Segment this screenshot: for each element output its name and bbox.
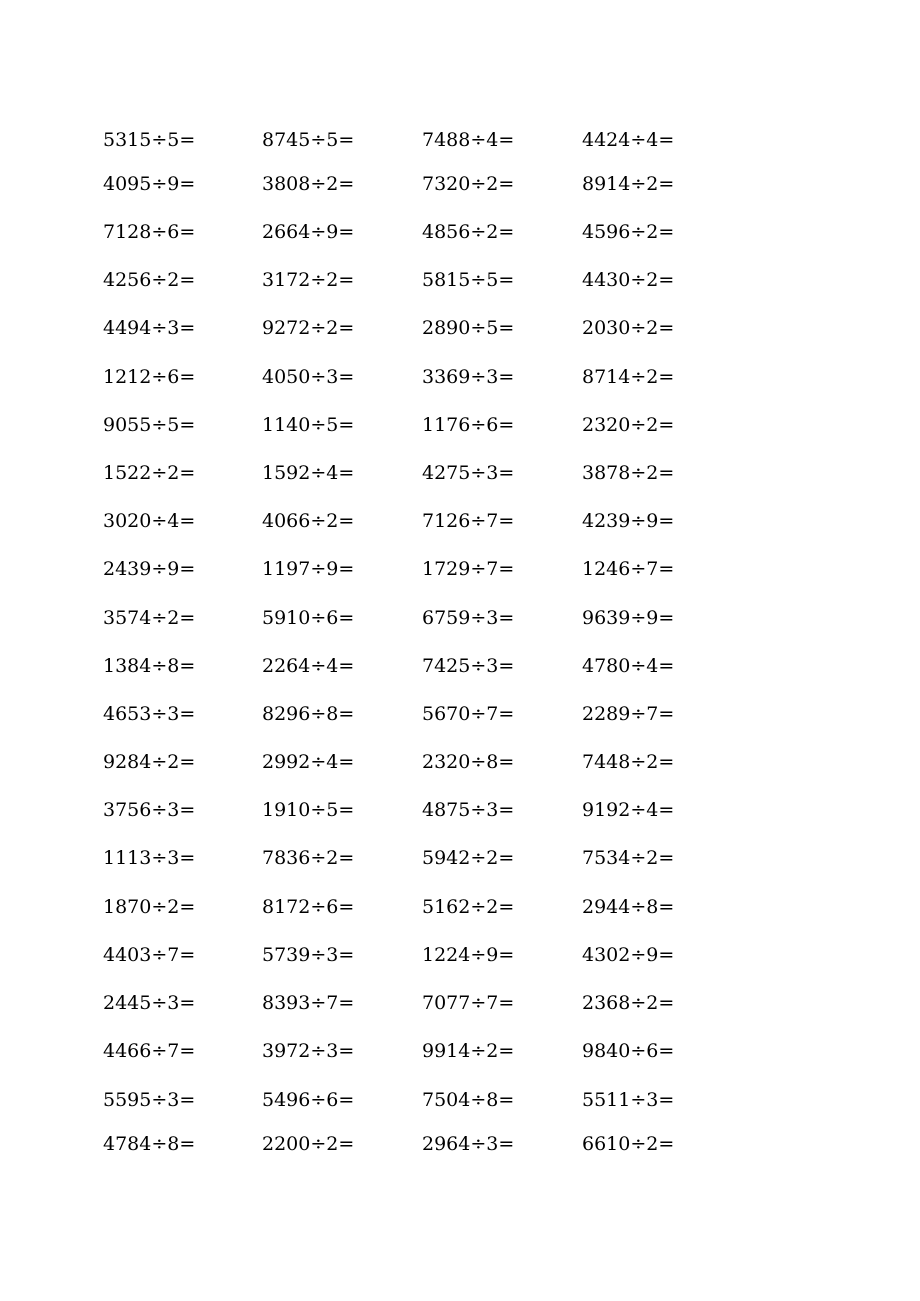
division-problem: 4466÷7= bbox=[103, 1040, 196, 1062]
problem-row bbox=[0, 554, 920, 584]
problem-row bbox=[0, 458, 920, 488]
division-problem: 4095÷9= bbox=[103, 173, 196, 195]
division-problem: 2992÷4= bbox=[262, 751, 355, 773]
problem-row bbox=[0, 747, 920, 777]
division-problem: 7126÷7= bbox=[422, 510, 515, 532]
division-problem: 7425÷3= bbox=[422, 655, 515, 677]
division-problem: 5910÷6= bbox=[262, 607, 355, 629]
division-problem: 2289÷7= bbox=[582, 703, 675, 725]
division-problem: 7836÷2= bbox=[262, 847, 355, 869]
division-problem: 7320÷2= bbox=[422, 173, 515, 195]
problem-row bbox=[0, 651, 920, 681]
division-problem: 4066÷2= bbox=[262, 510, 355, 532]
division-problem: 1246÷7= bbox=[582, 558, 675, 580]
division-problem: 2030÷2= bbox=[582, 317, 675, 339]
division-problem: 8172÷6= bbox=[262, 896, 355, 918]
division-problem: 9272÷2= bbox=[262, 317, 355, 339]
division-problem: 6759÷3= bbox=[422, 607, 515, 629]
division-problem: 4050÷3= bbox=[262, 366, 355, 388]
division-problem: 2264÷4= bbox=[262, 655, 355, 677]
problem-row bbox=[0, 313, 920, 343]
division-problem: 5942÷2= bbox=[422, 847, 515, 869]
division-problem: 2200÷2= bbox=[262, 1133, 355, 1155]
division-problem: 8296÷8= bbox=[262, 703, 355, 725]
problem-row bbox=[0, 506, 920, 536]
division-problem: 2890÷5= bbox=[422, 317, 515, 339]
division-problem: 1140÷5= bbox=[262, 414, 355, 436]
division-problem: 4403÷7= bbox=[103, 944, 196, 966]
division-problem: 4275÷3= bbox=[422, 462, 515, 484]
division-problem: 1910÷5= bbox=[262, 799, 355, 821]
division-problem: 1729÷7= bbox=[422, 558, 515, 580]
division-problem: 1522÷2= bbox=[103, 462, 196, 484]
division-problem: 9192÷4= bbox=[582, 799, 675, 821]
problem-row bbox=[0, 603, 920, 633]
division-problem: 3808÷2= bbox=[262, 173, 355, 195]
division-problem: 2368÷2= bbox=[582, 992, 675, 1014]
division-problem: 5815÷5= bbox=[422, 269, 515, 291]
division-problem: 4875÷3= bbox=[422, 799, 515, 821]
division-problem: 4256÷2= bbox=[103, 269, 196, 291]
division-problem: 5595÷3= bbox=[103, 1089, 196, 1111]
problem-row bbox=[0, 217, 920, 247]
problem-row bbox=[0, 988, 920, 1018]
division-problem: 1113÷3= bbox=[103, 847, 196, 869]
problem-row bbox=[0, 795, 920, 825]
problem-row bbox=[0, 892, 920, 922]
division-problem: 2944÷8= bbox=[582, 896, 675, 918]
problem-row bbox=[0, 410, 920, 440]
division-problem: 5739÷3= bbox=[262, 944, 355, 966]
problem-row bbox=[0, 1036, 920, 1066]
division-problem: 2320÷2= bbox=[582, 414, 675, 436]
division-problem: 1197÷9= bbox=[262, 558, 355, 580]
division-problem: 9840÷6= bbox=[582, 1040, 675, 1062]
division-problem: 7448÷2= bbox=[582, 751, 675, 773]
problem-row bbox=[0, 169, 920, 199]
division-problem: 4430÷2= bbox=[582, 269, 675, 291]
division-problem: 4494÷3= bbox=[103, 317, 196, 339]
problem-row bbox=[0, 362, 920, 392]
division-problem: 8914÷2= bbox=[582, 173, 675, 195]
problem-row bbox=[0, 125, 920, 155]
division-problem: 8393÷7= bbox=[262, 992, 355, 1014]
division-problem: 2439÷9= bbox=[103, 558, 196, 580]
division-problem: 5511÷3= bbox=[582, 1089, 675, 1111]
division-problem: 9055÷5= bbox=[103, 414, 196, 436]
division-problem: 3369÷3= bbox=[422, 366, 515, 388]
division-problem: 3878÷2= bbox=[582, 462, 675, 484]
problem-row bbox=[0, 1129, 920, 1159]
division-problem: 9914÷2= bbox=[422, 1040, 515, 1062]
division-problem: 1870÷2= bbox=[103, 896, 196, 918]
division-problem: 4239÷9= bbox=[582, 510, 675, 532]
division-problem: 8745÷5= bbox=[262, 129, 355, 151]
division-problem: 3756÷3= bbox=[103, 799, 196, 821]
division-problem: 2320÷8= bbox=[422, 751, 515, 773]
division-problem: 5496÷6= bbox=[262, 1089, 355, 1111]
division-problem: 4856÷2= bbox=[422, 221, 515, 243]
division-problem: 5162÷2= bbox=[422, 896, 515, 918]
division-problem: 5670÷7= bbox=[422, 703, 515, 725]
division-problem: 7504÷8= bbox=[422, 1089, 515, 1111]
division-problem: 4424÷4= bbox=[582, 129, 675, 151]
division-problem: 5315÷5= bbox=[103, 129, 196, 151]
division-problem: 3972÷3= bbox=[262, 1040, 355, 1062]
division-problem: 4784÷8= bbox=[103, 1133, 196, 1155]
division-problem: 2964÷3= bbox=[422, 1133, 515, 1155]
division-problem: 4596÷2= bbox=[582, 221, 675, 243]
division-problem: 3020÷4= bbox=[103, 510, 196, 532]
division-problem: 1384÷8= bbox=[103, 655, 196, 677]
division-problem: 3172÷2= bbox=[262, 269, 355, 291]
division-problem: 1212÷6= bbox=[103, 366, 196, 388]
division-problem: 4302÷9= bbox=[582, 944, 675, 966]
problem-row bbox=[0, 940, 920, 970]
division-problem: 1592÷4= bbox=[262, 462, 355, 484]
division-problem: 2664÷9= bbox=[262, 221, 355, 243]
division-problem: 7077÷7= bbox=[422, 992, 515, 1014]
problem-row bbox=[0, 1085, 920, 1115]
division-problem: 9284÷2= bbox=[103, 751, 196, 773]
division-problem: 8714÷2= bbox=[582, 366, 675, 388]
problem-row bbox=[0, 265, 920, 295]
division-problem: 1176÷6= bbox=[422, 414, 515, 436]
division-problem: 4780÷4= bbox=[582, 655, 675, 677]
division-problem: 7128÷6= bbox=[103, 221, 196, 243]
problem-row bbox=[0, 843, 920, 873]
division-problem: 7488÷4= bbox=[422, 129, 515, 151]
problem-row bbox=[0, 699, 920, 729]
division-problem: 9639÷9= bbox=[582, 607, 675, 629]
division-problem: 6610÷2= bbox=[582, 1133, 675, 1155]
division-problem: 3574÷2= bbox=[103, 607, 196, 629]
division-problem: 1224÷9= bbox=[422, 944, 515, 966]
division-problem: 2445÷3= bbox=[103, 992, 196, 1014]
division-problem: 4653÷3= bbox=[103, 703, 196, 725]
division-problem: 7534÷2= bbox=[582, 847, 675, 869]
